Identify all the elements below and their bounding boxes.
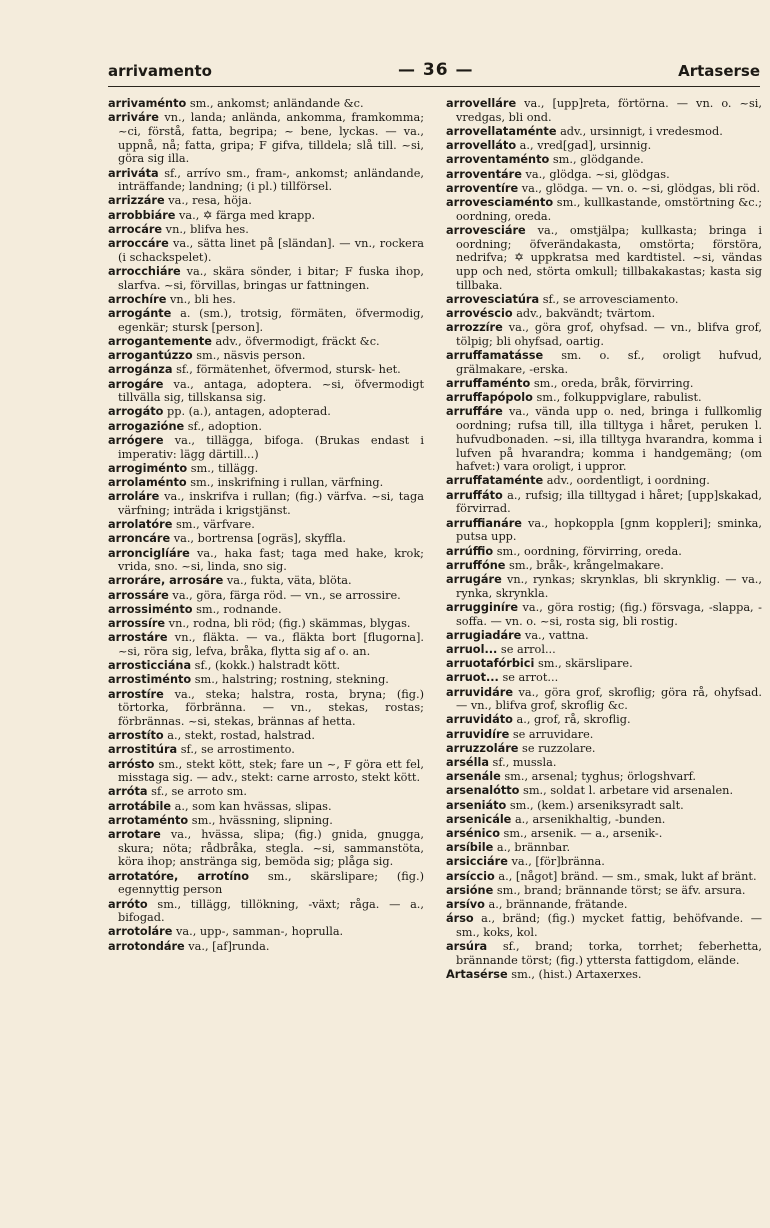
dictionary-entry (108, 828, 424, 869)
entry-definition: sm., soldat l. arbetare vid arsenalen. (519, 784, 734, 798)
entry-headword: arrotábile (108, 799, 172, 813)
entry-definition: sm., näsvis person. (192, 349, 306, 363)
entry-headword: Artasérse (446, 968, 508, 982)
entry-headword: arrotare (108, 828, 161, 842)
entry-headword: arsélla (446, 756, 489, 770)
dictionary-entry (446, 405, 762, 474)
entry-definition: sm., ankomst; anländande &c. (186, 97, 364, 110)
dictionary-entry (446, 125, 762, 139)
entry-headword: arruotafórbici (446, 657, 535, 671)
dictionary-entry (108, 335, 424, 349)
entry-headword: arrovesciatúra (446, 292, 540, 306)
entry-definition: sm., stekt kött, stek; fare un ~, F göra ett fel, misstaga sig. — adv., stekt: carne arrosto, stekt kött. (118, 757, 424, 785)
entry-definition: sm., kullkastande, omstörtning &c.; oordning, oreda. (456, 195, 762, 223)
entry-definition: va., hvässa, slipa; (fig.) gnida, gnugga, skura; nöta; rådbråka, stegla. ~si, sammanstöta, köra ihop; anstränga sig, bemöda sig; plåga sig. (118, 828, 424, 869)
entry-definition: sm., oordning, förvirring, oreda. (493, 544, 682, 558)
entry-definition: va., göra grof, skroflig; göra rå, ohyfsad. — vn., blifva grof, skroflig &c. (456, 685, 762, 713)
entry-definition: va., sätta linet på [sländan]. — vn., rockera (i schackspelet). (118, 237, 424, 264)
dictionary-entry (108, 363, 424, 377)
dictionary-entry (446, 884, 762, 898)
entry-definition: se arruvidare. (509, 727, 594, 741)
entry-definition: a. (sm.), trotsig, förmäten, öfvermodig, egenkär; stursk [person]. (118, 307, 424, 334)
dictionary-entry (108, 167, 424, 194)
entry-definition: sf., (kokk.) halstradt kött. (191, 659, 341, 673)
dictionary-entry (108, 518, 424, 532)
entry-definition: a., bränd; (fig.) mycket fattig, behöfvande. — sm., koks, kol. (456, 912, 762, 939)
entry-headword: arrogantemente (108, 334, 212, 348)
entry-definition: va., vända upp o. ned, bringa i fullkomlig oordning; rufsa till, illa tilltyga i håret, peruken l. hufvudbonaden. ~si, illa tilltyga hvarandra, komma i lufven på hvarandra; komma i handgemäng; (om hafvet:) vara oroligt, i uppror. (456, 405, 762, 474)
dictionary-entry (108, 405, 424, 419)
right-running-headword: Artaserse (678, 62, 760, 80)
entry-headword: arrotondáre (108, 939, 185, 953)
entry-definition: a., brännande, frätande. (484, 898, 628, 912)
entry-headword: arrossíre (108, 617, 166, 631)
left-running-headword: arrivamento (108, 62, 212, 80)
entry-definition: sm., arsenik. — a., arsenik-. (499, 827, 663, 841)
dictionary-entry (446, 377, 762, 391)
page-header (108, 60, 760, 87)
dictionary-entry (446, 898, 762, 912)
dictionary-entry (108, 209, 424, 223)
dictionary-entry (446, 855, 762, 869)
entry-headword: arrósto (108, 757, 155, 771)
entry-definition: sf., arrívo sm., fram-, ankomst; anländande, inträffande; landning; (i pl.) tillförsel. (118, 166, 424, 194)
entry-definition: va., antaga, adoptera. ~si, öfvermodigt tillvälla sig, tillskansa sig. (118, 377, 424, 405)
entry-definition: va., hopkoppla [gnm koppleri]; sminka, putsa upp. (456, 516, 762, 544)
entry-headword: arrocchiáre (108, 264, 181, 278)
dictionary-entry (108, 490, 424, 517)
entry-headword: arrostíto (108, 729, 164, 743)
entry-definition: se ruzzolare. (518, 741, 596, 755)
dictionary-entry (446, 657, 762, 671)
entry-headword: arrovesciáre (446, 223, 526, 237)
entry-definition: va., [för]bränna. (507, 855, 605, 869)
dictionary-entry (108, 898, 424, 925)
entry-headword: arruffáto (446, 488, 503, 502)
entry-definition: a., stekt, rostad, halstrad. (163, 729, 315, 743)
entry-headword: arrostíre (108, 687, 164, 701)
entry-definition: sf., se arroto sm. (147, 785, 247, 799)
entry-headword: arrocáre (108, 222, 163, 236)
dictionary-entry (108, 617, 424, 631)
dictionary-entry (446, 153, 762, 167)
dictionary-entry (446, 349, 762, 376)
entry-headword: arsióne (446, 883, 494, 897)
entry-definition: va., göra rostig; (fig.) försvaga, -slappa, -soffa. — vn. o. ~si, rosta sig, bli rostig. (456, 600, 762, 628)
entry-headword: arrugiadáre (446, 628, 522, 642)
entry-headword: arsenalótto (446, 784, 520, 798)
entry-definition: sm., skärslipare; (fig.) egennyttig person (118, 869, 424, 897)
entry-headword: arriváta (108, 166, 159, 180)
entry-headword: arruvidíre (446, 727, 510, 741)
entry-headword: arrovellataménte (446, 124, 557, 138)
dictionary-entry (108, 111, 424, 166)
entry-definition: sm., tillägg. (187, 461, 259, 475)
dictionary-entry (108, 237, 424, 264)
entry-headword: arrogáto (108, 405, 164, 419)
entry-headword: arrozzíre (446, 321, 503, 335)
dictionary-entry (108, 758, 424, 785)
dictionary-entry (446, 799, 762, 813)
entry-headword: arronciglíáre (108, 546, 190, 560)
entry-definition: va., inskrifva i rullan; (fig.) värfva. ~si, taga värfning; inträda i krigstjänst. (118, 490, 424, 517)
entry-definition: sm., oreda, bråk, förvirring. (530, 377, 694, 391)
entry-headword: arrovelláre (446, 97, 517, 110)
entry-definition: sm., brand; brännande törst; se äfv. arsura. (493, 883, 746, 897)
dictionary-entry (108, 631, 424, 658)
dictionary-entry (108, 476, 424, 490)
entry-definition: vn., blifva hes. (162, 222, 249, 236)
dictionary-entry (446, 713, 762, 727)
entry-headword: arrogáre (108, 377, 164, 391)
dictionary-entry (108, 574, 424, 588)
entry-definition: a., grof, rå, skroflig. (512, 713, 631, 727)
dictionary-entry (108, 194, 424, 208)
entry-definition: sf., mussla. (488, 756, 557, 770)
entry-headword: arróto (108, 897, 148, 911)
entry-definition: va., bortrensa [ogräs], skyffla. (170, 532, 347, 546)
entry-headword: arruffaménto (446, 377, 531, 391)
dictionary-entry (446, 391, 762, 405)
entry-definition: a., arsenikhaltig, -bunden. (511, 812, 666, 826)
entry-headword: arruol... (446, 642, 498, 656)
dictionary-entry (446, 168, 762, 182)
entry-headword: arrostitúra (108, 743, 178, 757)
entry-headword: arrobbiáre (108, 208, 176, 222)
entry-definition: sm., folkuppviglare, rabulist. (532, 391, 702, 405)
entry-definition: adv., oordentligt, i oordning. (543, 474, 710, 488)
entry-headword: arseniáto (446, 798, 507, 812)
entry-headword: arrógere (108, 433, 164, 447)
entry-definition: va., upp-, samman-, hoprulla. (172, 925, 344, 939)
dictionary-entry (446, 307, 762, 321)
entry-definition: sm., tillägg, tillökning, -växt; råga. — a., bifogad. (118, 897, 424, 925)
dictionary-entry (108, 870, 424, 897)
entry-definition: a., brännbar. (493, 841, 571, 855)
dictionary-entry (446, 196, 762, 223)
dictionary-entry (446, 545, 762, 559)
entry-headword: arrovelláto (446, 139, 517, 153)
entry-headword: arrogánte (108, 307, 172, 321)
entry-headword: arrostiménto (108, 673, 192, 687)
dictionary-entry (108, 800, 424, 814)
dictionary-entry (446, 643, 762, 657)
dictionary-entry (446, 321, 762, 348)
entry-headword: arróta (108, 785, 148, 799)
entry-headword: arruffóne (446, 558, 506, 572)
entry-headword: arruvidáre (446, 685, 513, 699)
entry-headword: arrochíre (108, 292, 167, 306)
entry-definition: adv., öfvermodigt, fräckt &c. (211, 334, 380, 348)
dictionary-entry (446, 224, 762, 293)
entry-definition: adv., ursinnigt, i vredesmod. (556, 124, 723, 138)
dictionary-entry (108, 785, 424, 799)
entry-definition: pp. (a.), antagen, adopterad. (163, 405, 331, 419)
dictionary-entry (446, 912, 762, 939)
entry-headword: arrúffio (446, 544, 494, 558)
entry-definition: vn., rodna, bli röd; (fig.) skämmas, blygas. (165, 617, 411, 631)
entry-headword: arruzzoláre (446, 741, 519, 755)
entry-headword: arroccáre (108, 237, 169, 251)
entry-headword: arruffamatásse (446, 349, 544, 363)
entry-headword: arroláre (108, 490, 160, 504)
dictionary-entry (446, 559, 762, 573)
dictionary-entry (446, 870, 762, 884)
dictionary-entry (446, 629, 762, 643)
entry-definition: va., resa, höja. (164, 194, 252, 208)
dictionary-entry (108, 688, 424, 729)
entry-headword: arsíbile (446, 841, 494, 855)
entry-headword: arsúra (446, 940, 488, 954)
dictionary-entry (446, 489, 762, 516)
entry-headword: arrugginíre (446, 600, 519, 614)
entry-definition: va., haka fast; taga med hake, krok; vrida, sno. ~si, linda, sno sig. (118, 546, 424, 574)
entry-headword: arrotaménto (108, 813, 189, 827)
entry-headword: arruot... (446, 671, 499, 685)
dictionary-entry (108, 589, 424, 603)
entry-definition: a., rufsig; illa tilltygad i håret; [upp]skakad, förvirrad. (456, 488, 762, 516)
entry-headword: árso (446, 912, 474, 926)
entry-definition: sm., (kem.) arseniksyradt salt. (506, 798, 684, 812)
dictionary-entry (446, 293, 762, 307)
entry-definition: va., tillägga, bifoga. (Brukas endast i imperativ: lägg därtill...) (118, 433, 424, 461)
dictionary-entry (108, 729, 424, 743)
entry-headword: arrossiménto (108, 602, 193, 616)
entry-definition: va., steka; halstra, rosta, bryna; (fig.) törtorka, förbränna. — vn., stekas, rostas; förbrännas. ~si, stekas, brännas af hetta. (118, 687, 424, 728)
entry-headword: arsenicále (446, 812, 512, 826)
entry-definition: sm., hvässning, slipning. (188, 813, 333, 827)
entry-headword: arroncáre (108, 532, 171, 546)
dictionary-entry (108, 659, 424, 673)
entry-headword: arruffataménte (446, 474, 544, 488)
entry-headword: arsicciáre (446, 855, 508, 869)
dictionary-entry (446, 770, 762, 784)
entry-headword: arsívo (446, 898, 485, 912)
entry-definition: va., skära sönder, i bitar; F fuska ihop, slarfva. ~si, förvillas, bringas ur fattningen. (118, 264, 424, 292)
entry-definition: vn., bli hes. (166, 292, 236, 306)
dictionary-entry (108, 532, 424, 546)
entry-headword: arrogánza (108, 363, 173, 377)
entry-headword: arruffáre (446, 405, 503, 419)
entry-definition: sm., värfvare. (172, 518, 255, 532)
entry-definition: sm., rodnande. (192, 602, 282, 616)
entry-definition: va., göra, färga röd. — vn., se arrossire. (168, 588, 401, 602)
entry-definition: va., vattna. (521, 628, 589, 642)
dictionary-entry (108, 265, 424, 292)
entry-definition: va., fukta, väta, blöta. (223, 574, 352, 588)
dictionary-entry (446, 756, 762, 770)
entry-headword: arrivaménto (108, 97, 187, 110)
entry-headword: arrotoláre (108, 925, 173, 939)
entry-definition: vn., rynkas; skrynklas, bli skrynklig. — va., rynka, skrynkla. (456, 572, 762, 600)
dictionary-entry (108, 462, 424, 476)
entry-definition: sm., halstring; rostning, stekning. (191, 673, 389, 687)
entry-definition: vn., landa; anlända, ankomma, framkomma; ~ci, förstå, fatta, begripa; ~ bene, lyckas. — va., uppnå, nå; fatta, gripa; F gifva, tilldela; slå till. ~si, göra sig illa. (118, 111, 424, 166)
entry-headword: arroventaménto (446, 153, 550, 167)
entry-definition: va., glödga. ~si, glödgas. (521, 167, 670, 181)
entry-headword: arrovesciaménto (446, 195, 554, 209)
entry-definition: va., omstjälpa; kullkasta; bringa i oordning; öfverändakasta, omstörta; förstöra, nedrifva; ✡ uppkratsa med kardtistel. ~si, vändas upp och ned, störta omkull; tillbakakastas; kasta sig tillbaka. (456, 223, 762, 292)
dictionary-entry (108, 223, 424, 237)
dictionary-entry (108, 925, 424, 939)
entry-headword: arrolatóre (108, 518, 173, 532)
entry-headword: arrovéscio (446, 307, 513, 321)
dictionary-entry (446, 139, 762, 153)
dictionary-entry (446, 841, 762, 855)
dictionary-entry (108, 603, 424, 617)
entry-definition: sm., glödgande. (549, 153, 644, 167)
entry-definition: va., glödga. — vn. o. ~si, glödgas, bli röd. (518, 181, 761, 195)
dictionary-entry (446, 968, 762, 982)
dictionary-entry (108, 378, 424, 405)
entry-headword: arruvidáto (446, 713, 513, 727)
entry-headword: arrogazióne (108, 419, 185, 433)
dictionary-entry (108, 97, 424, 111)
dictionary-entry (446, 601, 762, 628)
entry-definition: sf., brand; torka, torrhet; feberhetta, brännande törst; (fig.) yttersta fattigdom, elände. (456, 940, 762, 967)
dictionary-entry (446, 182, 762, 196)
entry-headword: arrugáre (446, 572, 502, 586)
dictionary-entry (108, 420, 424, 434)
entry-headword: arriváre (108, 111, 159, 125)
dictionary-entry (446, 474, 762, 488)
entry-headword: arrogiménto (108, 461, 188, 475)
entry-headword: arrotatóre, arrotíno (108, 869, 250, 883)
page-number: — 36 — (398, 60, 474, 80)
entry-definition: sm. o. sf., oroligt hufvud, grälmakare, -erska. (456, 349, 762, 376)
dictionary-entry (108, 293, 424, 307)
dictionary-entry (108, 814, 424, 828)
entry-definition: va., ✡ färga med krapp. (175, 208, 316, 222)
entry-headword: arrostáre (108, 631, 168, 645)
entry-definition: sf., adoption. (184, 419, 262, 433)
entry-headword: arroráre, arrosáre (108, 574, 224, 588)
dictionary-entry (108, 940, 424, 954)
entry-headword: arruffianáre (446, 516, 522, 530)
entry-definition: va., [af]runda. (184, 939, 270, 953)
dictionary-entry (446, 686, 762, 713)
entry-definition: a., vred[gad], ursinnig. (516, 139, 652, 153)
entry-headword: arruffapópolo (446, 391, 533, 405)
entry-definition: va., [upp]reta, förtörna. — vn. o. ~si, vredgas, bli ond. (456, 97, 762, 124)
dictionary-entry (446, 827, 762, 841)
entry-definition: sm., bråk-, krångelmakare. (505, 558, 664, 572)
entry-definition: sm., (hist.) Artaxerxes. (507, 968, 642, 982)
dictionary-entry (446, 784, 762, 798)
entry-definition: vn., fläkta. — va., fläkta bort [flugorna]. ~si, röra sig, lefva, bråka, flytta sig af o. an. (118, 631, 424, 658)
right-column (446, 97, 762, 1207)
entry-definition: va., göra grof, ohyfsad. — vn., blifva grof, tölpig; bli ohyfsad, oartig. (456, 321, 762, 348)
dictionary-entry (108, 349, 424, 363)
entry-headword: arroventíre (446, 181, 519, 195)
entry-headword: arroventáre (446, 167, 522, 181)
dictionary-entry (446, 728, 762, 742)
dictionary-entry (446, 517, 762, 544)
entry-headword: arrosticciána (108, 659, 192, 673)
dictionary-entry (108, 673, 424, 687)
entry-headword: arrossáre (108, 588, 169, 602)
dictionary-entry (446, 813, 762, 827)
entry-definition: sm., inskrifning i rullan, värfning. (186, 475, 384, 489)
entry-definition: a., som kan hvässas, slipas. (171, 799, 332, 813)
entry-definition: sm., arsenal; tyghus; örlogshvarf. (500, 770, 696, 784)
dictionary-entry (108, 743, 424, 757)
dictionary-entry (108, 434, 424, 461)
entry-definition: a., [något] bränd. — sm., smak, lukt af bränt. (494, 869, 757, 883)
entry-headword: arsíccio (446, 869, 495, 883)
entry-definition: sf., förmätenhet, öfvermod, stursk- het. (172, 363, 401, 377)
entry-headword: arsenále (446, 770, 501, 784)
dictionary-entry (446, 671, 762, 685)
entry-headword: arsénico (446, 827, 500, 841)
entry-headword: arrizzáre (108, 194, 165, 208)
dictionary-entry (446, 940, 762, 967)
dictionary-entry (446, 97, 762, 124)
entry-headword: arrolaménto (108, 475, 187, 489)
entry-definition: sm., skärslipare. (534, 657, 633, 671)
entry-definition: adv., bakvändt; tvärtom. (512, 307, 656, 321)
entry-definition: se arrol... (497, 642, 556, 656)
dictionary-entry (108, 307, 424, 334)
dictionary-entry (446, 573, 762, 600)
left-column (108, 97, 424, 1207)
entry-definition: sf., se arrovesciamento. (539, 292, 679, 306)
entry-definition: se arrot... (498, 671, 559, 685)
dictionary-entry (108, 547, 424, 574)
dictionary-entry (446, 742, 762, 756)
entry-definition: sf., se arrostimento. (177, 743, 295, 757)
entry-headword: arrogantúzzo (108, 349, 193, 363)
